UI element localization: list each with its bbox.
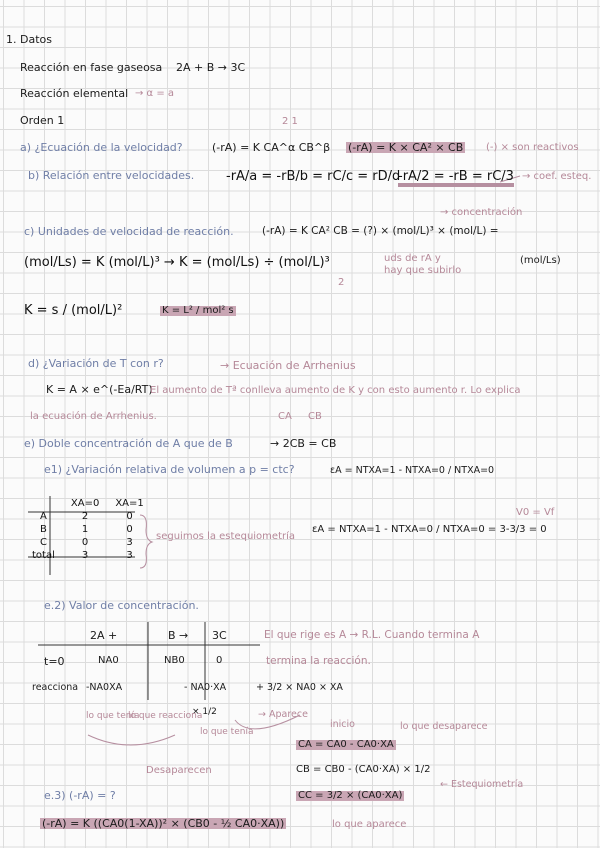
e2-t0-label: t=0	[44, 655, 65, 668]
question-d: d) ¿Variación de T con r?	[28, 357, 164, 370]
order-label: Orden 1	[20, 114, 65, 127]
e2-react-label: reacciona	[32, 682, 79, 693]
rate-ratio-specific: -rA/2 = -rB = rC/3	[398, 170, 514, 187]
k-units-result: K = L² / mol² s	[162, 305, 234, 316]
e2-react-c: + 3/2 × NA0 × XA	[256, 682, 343, 693]
title-e3: e.3) (-rA) = ?	[44, 789, 116, 802]
table-header-cell	[24, 497, 63, 510]
table-cell: 3	[126, 550, 133, 561]
e2-header-2a: 2A +	[90, 629, 118, 642]
question-b: b) Relación entre velocidades.	[28, 169, 195, 182]
e2-aparece: → Aparece	[258, 709, 308, 720]
table-note: seguimos la estequiometría	[156, 531, 296, 542]
concentration-relation: → 2CB = CB	[270, 437, 337, 450]
volume-note: V0 = Vf	[516, 507, 555, 518]
exponent-annot: 2 1	[282, 116, 298, 127]
table-header-cell: XA=0	[70, 498, 100, 509]
units-mol-note: (mol/Ls)	[520, 255, 561, 266]
rate-equation-specific: (-rA) = K × CA² × CB	[348, 141, 464, 154]
stoichiometry-table	[24, 497, 152, 562]
e2-lo-que-tenia: lo que tenía	[86, 711, 140, 721]
ca-equation: CA = CA0 - CA0·XA	[298, 739, 394, 750]
rate-equation-general: (-rA) = K CA^α CB^β	[212, 141, 331, 154]
table-cell: 0	[126, 511, 133, 522]
arrhenius-answer: → Ecuación de Arrhenius	[220, 359, 356, 372]
table-row	[24, 510, 152, 523]
table-cell: A	[40, 511, 47, 522]
table-row	[24, 549, 152, 562]
e2-note2: termina la reacción.	[266, 655, 371, 667]
concentracion-note: → concentración	[440, 207, 523, 218]
table-header-cell: XA=1	[115, 498, 144, 509]
units-eq1: (-rA) = K CA² CB = (?) × (mol/L)³ × (mol/L) =	[262, 225, 499, 237]
table-cell: 3	[126, 537, 133, 548]
table-row	[24, 497, 152, 510]
title-e2: e.2) Valor de concentración.	[44, 599, 199, 612]
label-cb: CB	[308, 411, 322, 422]
table-cell: 3	[81, 550, 89, 561]
epsilon-formula: εA = NTXA=1 - NTXA=0 / NTXA=0	[330, 465, 495, 476]
e2-inicio: inicio	[330, 719, 355, 730]
table-cell: B	[40, 524, 47, 535]
question-c: c) Unidades de velocidad de reacción.	[24, 225, 234, 238]
doc-title: 1. Datos	[6, 33, 52, 46]
rate-final-equation: (-rA) = K ((CA0(1-XA))² × (CB0 - ½ CA0·XA))	[42, 817, 285, 830]
e2-t0-a: NA0	[98, 655, 119, 666]
e2-react-b: - NA0·XA	[184, 682, 227, 693]
e2-t0-b: NB0	[164, 655, 185, 666]
units-note2: hay que subirlo	[384, 265, 462, 276]
table-cell: total	[32, 550, 55, 561]
cc-equation: CC = 3/2 × (CA0·XA)	[298, 790, 403, 801]
table-row	[24, 536, 152, 549]
reaction-equation: 2A + B → 3C	[176, 61, 246, 74]
epsilon-result: εA = NTXA=1 - NTXA=0 / NTXA=0 = 3-3/3 = 0	[312, 524, 547, 535]
table-row	[24, 523, 152, 536]
e2-note1: El que rige es A → R.L. Cuando termina A	[264, 629, 480, 641]
reactants-note: (-) × son reactivos	[486, 142, 579, 153]
e2-lo-que-desaparece: lo que desaparece	[400, 721, 488, 732]
arrhenius-formula: K = A × e^(-Ea/RT)	[46, 383, 153, 396]
e2-header-3c: 3C	[212, 629, 227, 642]
coef-note: → coef. esteq.	[522, 171, 592, 182]
e2-estequiometria: ← Estequiometría	[440, 779, 524, 790]
question-e1: e1) ¿Variación relativa de volumen a p = ctc?	[44, 463, 295, 476]
e2-react-extra: × 1/2	[192, 707, 217, 717]
e2-desaparecen: Desaparecen	[146, 765, 212, 776]
table-cell: 1	[81, 524, 89, 535]
e2-lo-que-aparece: lo que aparece	[332, 819, 407, 830]
e2-react-a: -NA0XA	[86, 682, 123, 693]
arrhenius-text1: El aumento de Tª conlleva aumento de K y con esto aumento r. Lo explica	[150, 385, 521, 396]
table-cell: 0	[81, 537, 89, 548]
arrhenius-text2: la ecuación de Arrhenius.	[30, 411, 157, 422]
elemental-note: → α = a	[135, 88, 175, 99]
k-units-eq: K = s / (mol/L)²	[24, 303, 123, 318]
question-a: a) ¿Ecuación de la velocidad?	[20, 141, 183, 154]
elemental-label: Reacción elemental	[20, 87, 129, 100]
e2-lo-que-reacciona: lo que reacciona	[128, 711, 203, 721]
rate-ratio-general: -rA/a = -rB/b = rC/c = rD/d	[226, 169, 401, 184]
label-ca: CA	[278, 411, 292, 422]
units-two: 2	[338, 277, 345, 288]
cb-equation: CB = CB0 - (CA0·XA) × 1/2	[296, 764, 431, 775]
table-cell: 2	[81, 511, 89, 522]
e2-t0-c: 0	[216, 655, 223, 666]
table-cell: C	[39, 537, 47, 548]
table-cell: 0	[126, 524, 133, 535]
units-note1: uds de rA y	[384, 253, 441, 264]
e2-lo-que-tenia2: lo que tenía	[200, 727, 254, 737]
e2-header-b: B →	[168, 629, 189, 642]
reaction-type: Reacción en fase gaseosa	[20, 61, 163, 74]
question-e: e) Doble concentración de A que de B	[24, 437, 233, 450]
units-eq2: (mol/Ls) = K (mol/L)³ → K = (mol/Ls) ÷ (mol/L)³	[24, 255, 330, 270]
